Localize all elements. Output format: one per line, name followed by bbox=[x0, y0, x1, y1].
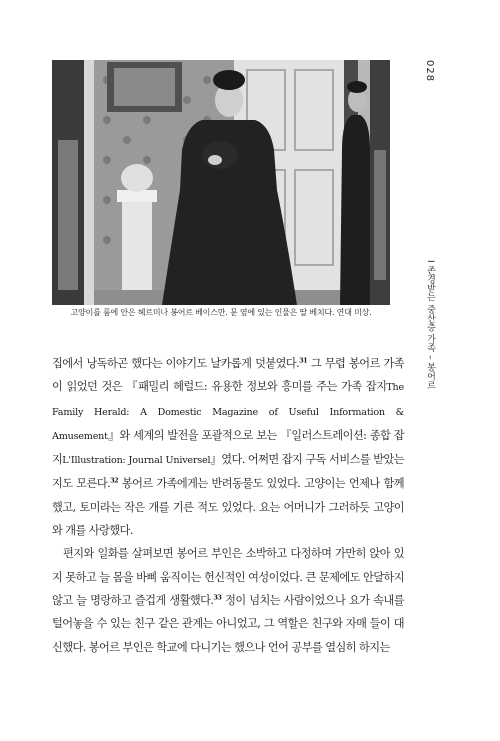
body-text bbox=[52, 352, 404, 659]
text-run: 』였다. 어쩌면 잡지 구독 서비스를 받았는지도 모른다. bbox=[52, 453, 404, 491]
footnote-ref: 32 bbox=[110, 476, 119, 485]
text-run: 그 무렵 봉어르 가족이 읽었던 것은 『패밀리 헤럴드: 유용한 정보와 흥미를 주는 가족 잡지 bbox=[52, 357, 404, 394]
page-number: 028 bbox=[424, 60, 435, 83]
footnote-ref: 33 bbox=[213, 593, 222, 602]
original-title: L'Illustration: Journal Universel bbox=[62, 455, 211, 467]
paragraph bbox=[52, 542, 404, 658]
text-run: 집에서 낭독하곤 했다는 이야기도 날카롭게 덧붙였다. bbox=[52, 357, 300, 370]
paragraph bbox=[52, 352, 404, 542]
page-margin bbox=[424, 60, 440, 390]
running-head: I 존경받는 중산층 가족 – 봉어르 bbox=[425, 260, 435, 390]
original-title: The Family Herald: A Domestic Magazine of Useful Information & Amusement bbox=[52, 382, 404, 442]
figure-caption: 고양이를 품에 안은 헤르미나 봉어르 베이스만. 문 옆에 있는 인물은 딸 베치다. 연대 미상. bbox=[70, 308, 372, 317]
text-run: 편지와 일화를 살펴보면 봉어르 부인은 소박하고 다정하며 가만히 앉아 있지 못하고 늘 몸을 바삐 움직이는 헌신적인 여성이었다. 큰 문제에도 안달하지 않고 늘 명랑하고 즐겁게 생활했다. bbox=[52, 547, 404, 607]
text-run: 봉어르 가족에게는 반려동물도 있었다. 고양이는 언제나 함께했고, 토미라는 작은 개를 기른 적도 있었다. 요는 어머니가 그러하듯 고양이와 개를 사랑했다. bbox=[52, 477, 404, 538]
photograph bbox=[52, 60, 390, 305]
text-run: 정이 넘치는 사람이었으나 요가 속내를 털어놓을 수 있는 친구 같은 관계는 아니었고, 그 역할은 친구와 자매 들이 대신했다. 봉어르 부인은 학교에 다니기는 했으나 언어 공부를 열심히 하지는 bbox=[52, 593, 404, 654]
text-run: 』와 세계의 발전을 포괄적으로 보는 『일러스트레이션: 종합 잡지 bbox=[52, 428, 404, 467]
footnote-ref: 31 bbox=[299, 356, 308, 365]
